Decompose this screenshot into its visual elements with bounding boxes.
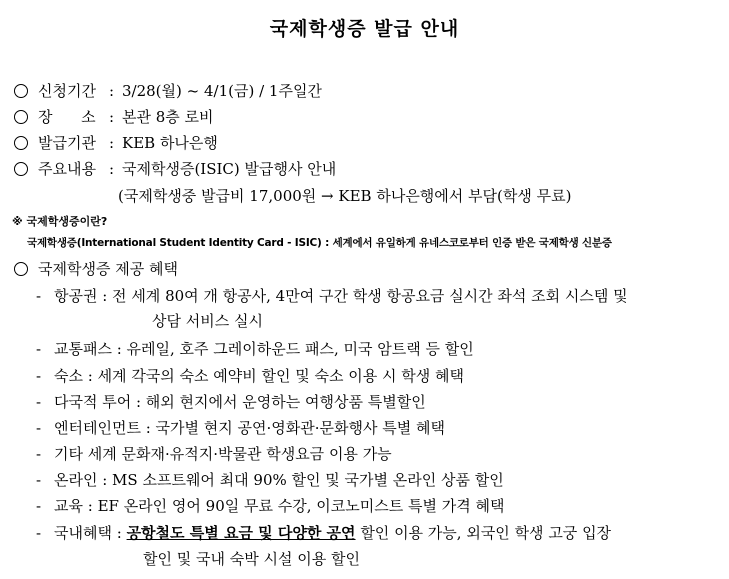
benefit-tour [36, 392, 426, 412]
benefit-other [36, 444, 392, 464]
dash-bullet: - [36, 524, 42, 542]
benefit-airline [36, 286, 628, 306]
benefit-domestic [36, 523, 611, 543]
benefit-text: 숙소 : 세계 각국의 숙소 예약비 할인 및 숙소 이용 시 학생 혜택 [54, 367, 465, 385]
circle-bullet-icon [14, 136, 28, 150]
benefit-airline-cont: 상담 서비스 실시 [152, 312, 263, 330]
dash-bullet: - [36, 471, 42, 489]
info-separator: : [109, 160, 115, 178]
circle-bullet-icon [14, 162, 28, 176]
info-label: 장 소 [38, 108, 96, 126]
benefit-transport [36, 339, 474, 359]
benefit-text: 다국적 투어 : 해외 현지에서 운영하는 여행상품 특별할인 [54, 393, 426, 411]
info-value: 3/28(월) ~ 4/1(금) / 1주일간 [122, 82, 322, 100]
benefit-text: 교육 : EF 온라인 영어 90일 무료 수강, 이코노미스트 특별 가격 혜택 [54, 497, 505, 515]
dash-bullet: - [36, 367, 42, 385]
info-value: 국제학생증(ISIC) 발급행사 안내 [122, 160, 337, 178]
benefit-text: 교통패스 : 유레일, 호주 그레이하운드 패스, 미국 암트랙 등 할인 [54, 340, 474, 358]
page-title: 국제학생증 발급 안내 [269, 18, 460, 40]
benefit-text: 국내혜택 : [54, 524, 127, 542]
dash-bullet: - [36, 393, 42, 411]
dash-bullet: - [36, 419, 42, 437]
info-label: 신청기간 [38, 82, 96, 100]
dash-bullet: - [36, 497, 42, 515]
benefit-text: 항공권 : 전 세계 80여 개 항공사, 4만여 구간 학생 항공요금 실시간 좌석 조회 시스템 및 [54, 287, 628, 305]
benefit-education [36, 496, 504, 516]
note-heading: ※ 국제학생증이란? [12, 215, 108, 228]
info-value: 본관 8층 로비 [122, 108, 214, 126]
info-separator: : [109, 82, 115, 100]
note-body: 국제학생증(International Student Identity Card - ISIC) : 세계에서 유일하게 유네스코로부터 인증 받은 국제학생 신분증 [27, 237, 612, 249]
benefit-highlight: 공항철도 특별 요금 및 다양한 공연 [126, 524, 356, 542]
benefit-text: 온라인 : MS 소프트웨어 최대 90% 할인 및 국가별 온라인 상품 할인 [54, 471, 504, 489]
info-separator: : [109, 108, 115, 126]
benefit-text: 엔터테인먼트 : 국가별 현지 공연·영화관·문화행사 특별 혜택 [54, 419, 445, 437]
benefit-entertainment [36, 418, 445, 438]
circle-bullet-icon [14, 84, 28, 98]
benefit-text: 할인 이용 가능, 외국인 학생 고궁 입장 [355, 524, 612, 542]
benefit-text: 기타 세계 문화재·유적지·박물관 학생요금 이용 가능 [54, 445, 392, 463]
dash-bullet: - [36, 340, 42, 358]
benefit-domestic-cont: 할인 및 국내 숙박 시설 이용 할인 [143, 550, 360, 568]
info-label: 주요내용 [38, 160, 96, 178]
circle-bullet-icon [14, 262, 28, 276]
info-sub-note: (국제학생중 발급비 17,000원 → KEB 하나은행에서 부담(학생 무료) [118, 187, 572, 205]
benefits-heading: 국제학생증 제공 혜택 [38, 260, 178, 278]
benefit-online [36, 470, 504, 490]
info-separator: : [109, 134, 115, 152]
dash-bullet: - [36, 445, 42, 463]
circle-bullet-icon [14, 110, 28, 124]
benefit-lodging [36, 366, 464, 386]
info-label: 발급기관 [38, 134, 96, 152]
dash-bullet: - [36, 287, 42, 305]
info-value: KEB 하나은행 [122, 134, 218, 152]
